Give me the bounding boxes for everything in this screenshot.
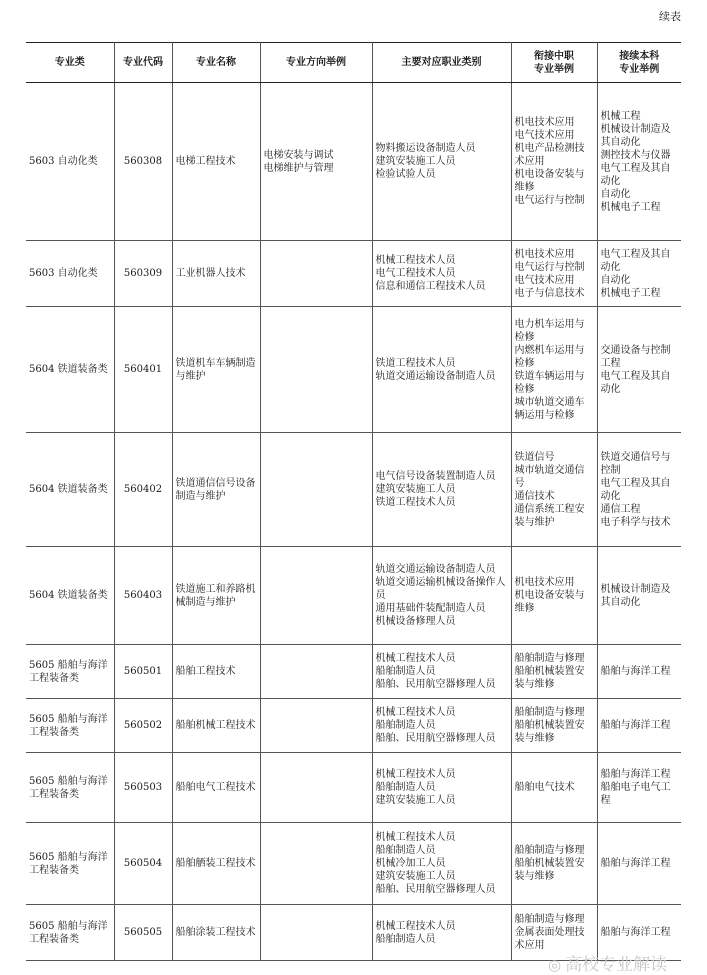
row-code: 560502 bbox=[114, 699, 172, 753]
row-occupations: 机械工程技术人员 船舶制造人员 机械冷加工人员 建筑安装施工人员 船舶、民用航空器修理人员 bbox=[372, 823, 511, 905]
row-undergraduate: 船舶与海洋工程 船舶电子电气工程 bbox=[597, 753, 681, 823]
row-name: 船舶电气工程技术 bbox=[172, 753, 260, 823]
row-occupations: 机械工程技术人员 船舶制造人员 船舶、民用航空器修理人员 bbox=[372, 645, 511, 699]
row-secondary: 机电技术应用 电气技术应用 机电产品检测技术应用 机电设备安装与维修 电气运行与控制 bbox=[511, 83, 597, 241]
table-row bbox=[26, 699, 681, 753]
table-row bbox=[26, 307, 681, 433]
row-code: 560309 bbox=[114, 241, 172, 307]
row-directions bbox=[260, 645, 372, 699]
row-name: 船舶舾装工程技术 bbox=[172, 823, 260, 905]
row-category: 5605 船舶与海洋工程装备类 bbox=[26, 753, 114, 823]
row-category: 5603 自动化类 bbox=[26, 241, 114, 307]
row-occupations: 机械工程技术人员 电气工程技术人员 信息和通信工程技术人员 bbox=[372, 241, 511, 307]
watermark-text: 高校专业解读 bbox=[565, 955, 668, 975]
row-directions bbox=[260, 699, 372, 753]
table-row bbox=[26, 241, 681, 307]
row-directions bbox=[260, 547, 372, 645]
row-code: 560504 bbox=[114, 823, 172, 905]
row-code: 560308 bbox=[114, 83, 172, 241]
row-directions bbox=[260, 905, 372, 961]
row-directions bbox=[260, 753, 372, 823]
row-secondary: 机电技术应用 机电设备安装与维修 bbox=[511, 547, 597, 645]
row-category: 5604 铁道装备类 bbox=[26, 433, 114, 547]
header-secondary: 衔接中职 专业举例 bbox=[511, 43, 597, 83]
row-undergraduate: 交通设备与控制工程 电气工程及其自动化 bbox=[597, 307, 681, 433]
row-secondary: 铁道信号 城市轨道交通信号 通信技术 通信系统工程安装与维护 bbox=[511, 433, 597, 547]
row-directions bbox=[260, 241, 372, 307]
row-name: 铁道机车车辆制造与维护 bbox=[172, 307, 260, 433]
row-directions: 电梯安装与调试 电梯维护与管理 bbox=[260, 83, 372, 241]
row-undergraduate: 机械设计制造及其自动化 bbox=[597, 547, 681, 645]
row-code: 560501 bbox=[114, 645, 172, 699]
header-undergraduate: 接续本科 专业举例 bbox=[597, 43, 681, 83]
table-row bbox=[26, 83, 681, 241]
table-row bbox=[26, 753, 681, 823]
row-occupations: 轨道交通运输设备制造人员 轨道交通运输机械设备操作人员 通用基础件装配制造人员 机械设备修理人员 bbox=[372, 547, 511, 645]
row-undergraduate: 船舶与海洋工程 bbox=[597, 905, 681, 961]
row-code: 560403 bbox=[114, 547, 172, 645]
row-category: 5605 船舶与海洋工程装备类 bbox=[26, 905, 114, 961]
row-name: 电梯工程技术 bbox=[172, 83, 260, 241]
row-name: 铁道施工和养路机械制造与维护 bbox=[172, 547, 260, 645]
row-category: 5604 铁道装备类 bbox=[26, 547, 114, 645]
row-name: 铁道通信信号设备制造与维护 bbox=[172, 433, 260, 547]
row-undergraduate: 电气工程及其自动化 自动化 机械电子工程 bbox=[597, 241, 681, 307]
row-occupations: 机械工程技术人员 船舶制造人员 bbox=[372, 905, 511, 961]
row-occupations: 电气信号设备装置制造人员 建筑安装施工人员 铁道工程技术人员 bbox=[372, 433, 511, 547]
table-row bbox=[26, 433, 681, 547]
row-occupations: 物料搬运设备制造人员 建筑安装施工人员 检验试验人员 bbox=[372, 83, 511, 241]
row-secondary: 电力机车运用与检修 内燃机车运用与检修 铁道车辆运用与检修 城市轨道交通车辆运用与检修 bbox=[511, 307, 597, 433]
header-code: 专业代码 bbox=[114, 43, 172, 83]
table-row bbox=[26, 645, 681, 699]
row-occupations: 机械工程技术人员 船舶制造人员 船舶、民用航空器修理人员 bbox=[372, 699, 511, 753]
row-name: 工业机器人技术 bbox=[172, 241, 260, 307]
row-undergraduate: 铁道交通信号与控制 电气工程及其自动化 通信工程 电子科学与技术 bbox=[597, 433, 681, 547]
row-code: 560503 bbox=[114, 753, 172, 823]
row-name: 船舶涂装工程技术 bbox=[172, 905, 260, 961]
header-name: 专业名称 bbox=[172, 43, 260, 83]
row-secondary: 船舶制造与修理 船舶机械装置安装与维修 bbox=[511, 699, 597, 753]
row-directions bbox=[260, 307, 372, 433]
row-secondary: 船舶制造与修理 船舶机械装置安装与维修 bbox=[511, 645, 597, 699]
row-directions bbox=[260, 823, 372, 905]
header-directions: 专业方向举例 bbox=[260, 43, 372, 83]
row-category: 5603 自动化类 bbox=[26, 83, 114, 241]
row-undergraduate: 船舶与海洋工程 bbox=[597, 823, 681, 905]
row-secondary: 船舶制造与修理 船舶机械装置安装与维修 bbox=[511, 823, 597, 905]
table-row bbox=[26, 823, 681, 905]
major-catalog-table bbox=[26, 42, 681, 961]
row-name: 船舶机械工程技术 bbox=[172, 699, 260, 753]
row-undergraduate: 机械工程 机械设计制造及其自动化 测控技术与仪器 电气工程及其自动化 自动化 机械电子工程 bbox=[597, 83, 681, 241]
row-undergraduate: 船舶与海洋工程 bbox=[597, 645, 681, 699]
row-secondary: 船舶制造与修理 金属表面处理技术应用 bbox=[511, 905, 597, 961]
table-row bbox=[26, 547, 681, 645]
row-code: 560401 bbox=[114, 307, 172, 433]
row-category: 5604 铁道装备类 bbox=[26, 307, 114, 433]
row-secondary: 船舶电气技术 bbox=[511, 753, 597, 823]
wechat-icon: ◎ bbox=[548, 956, 562, 974]
table-header-row bbox=[26, 43, 681, 83]
row-occupations: 机械工程技术人员 船舶制造人员 建筑安装施工人员 bbox=[372, 753, 511, 823]
continued-label: 续表 bbox=[659, 10, 681, 23]
row-undergraduate: 船舶与海洋工程 bbox=[597, 699, 681, 753]
row-category: 5605 船舶与海洋工程装备类 bbox=[26, 699, 114, 753]
row-category: 5605 船舶与海洋工程装备类 bbox=[26, 645, 114, 699]
row-secondary: 机电技术应用 电气运行与控制 电气技术应用 电子与信息技术 bbox=[511, 241, 597, 307]
row-code: 560505 bbox=[114, 905, 172, 961]
row-directions bbox=[260, 433, 372, 547]
row-code: 560402 bbox=[114, 433, 172, 547]
header-occupations: 主要对应职业类别 bbox=[372, 43, 511, 83]
header-category: 专业类 bbox=[26, 43, 114, 83]
row-occupations: 铁道工程技术人员 轨道交通运输设备制造人员 bbox=[372, 307, 511, 433]
watermark bbox=[548, 950, 667, 975]
row-name: 船舶工程技术 bbox=[172, 645, 260, 699]
row-category: 5605 船舶与海洋工程装备类 bbox=[26, 823, 114, 905]
